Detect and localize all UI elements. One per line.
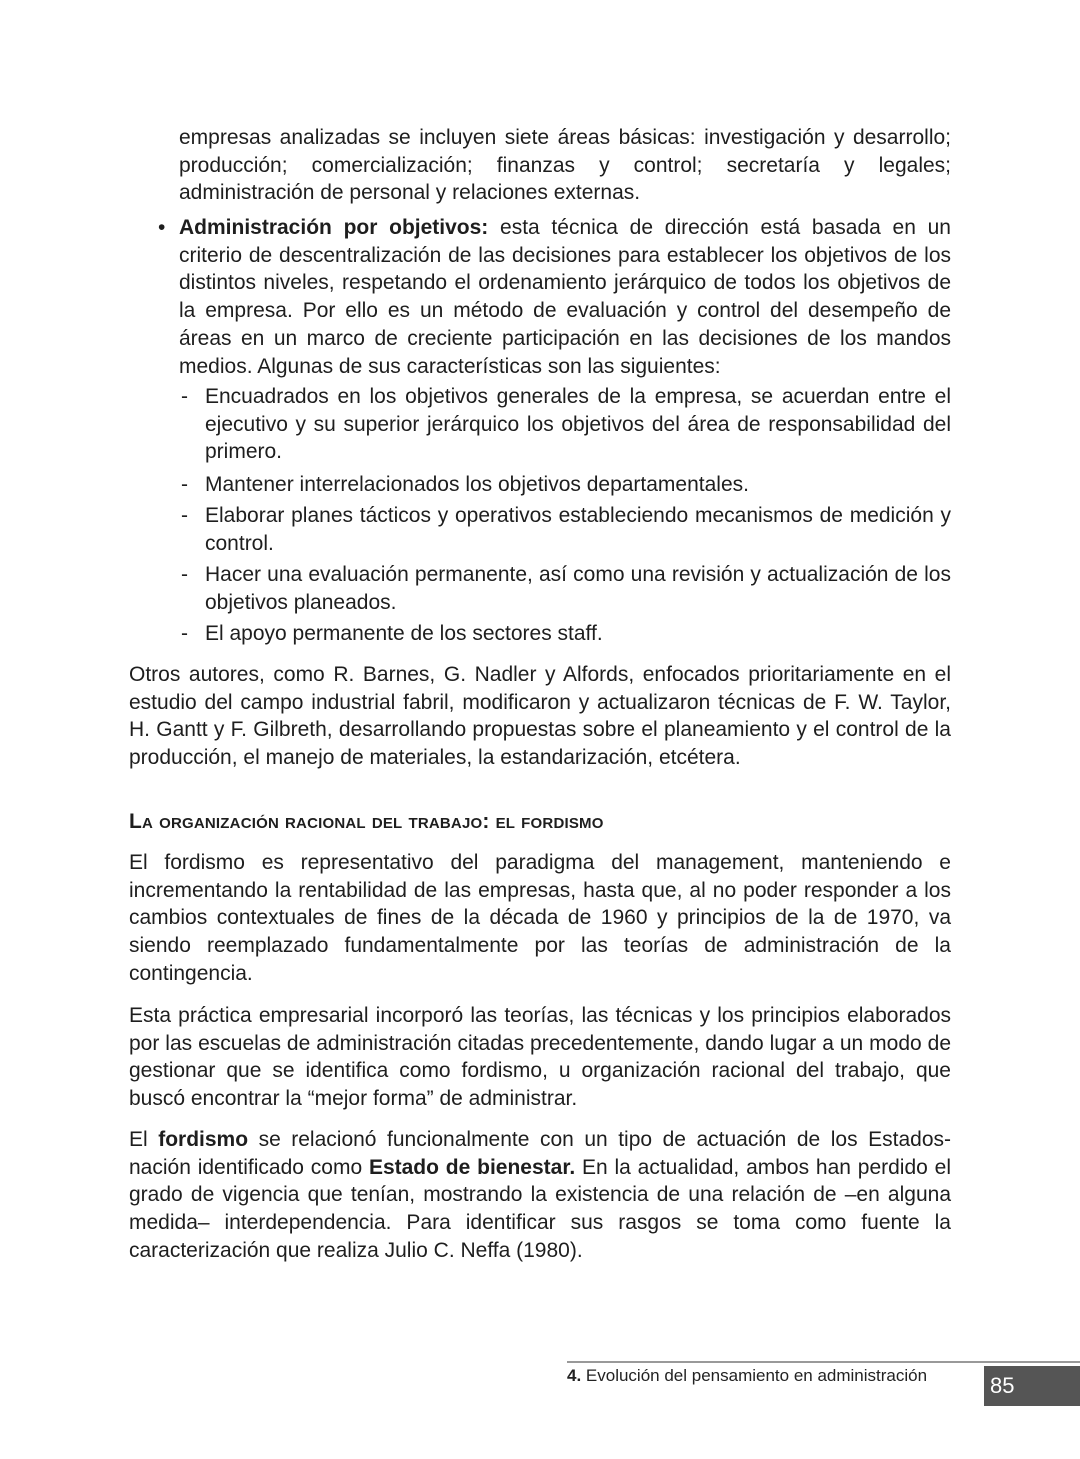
bullet-marker: • [158, 216, 166, 239]
text: En la actualidad, ambos han perdido el grado de vigencia que tenían, mostrando la existencia de una relación de –en alguna medida– interdependencia. Para identificar sus rasgos se toma como fuente la caracterización que realiza Julio C. Neffa (1980). [129, 1155, 951, 1262]
footer-divider [567, 1361, 1080, 1363]
chapter-title: Evolución del pensamiento en administración [581, 1366, 928, 1385]
dash-item: Elaborar planes tácticos y operativos estableciendo mecanismos de medición y control. [205, 504, 951, 555]
bullet-item-mbo [179, 214, 951, 380]
paragraph-fordismo-3 [129, 1126, 951, 1265]
paragraph-fordismo-2: Esta práctica empresarial incorporó las teorías, las técnicas y los principios elaborados por las escuelas de administración citadas precedentemente, dando lugar a un modo de gestionar que se identifica como fordismo, u organización racional del trabajo, que buscó encontrar la “mejor forma” de administrar. [129, 1004, 951, 1111]
bullet-term: Administración por objetivos: [179, 216, 489, 239]
dash-marker: - [181, 385, 188, 408]
footer-chapter [567, 1366, 927, 1386]
dash-marker: - [181, 473, 188, 496]
chapter-number: 4. [567, 1366, 582, 1385]
intro-continuation: empresas analizadas se incluyen siete áreas básicas: investigación y desarrollo; producción; comercialización; finanzas y control; secretaría y legales; administración de personal y relaciones externas. [179, 126, 951, 205]
text: se relacionó funcionalmente con un tipo de actuación de los Estados-nación identificado como [129, 1128, 951, 1179]
bold-term: fordismo [158, 1128, 249, 1151]
bullet-text: esta técnica de dirección está basada en un criterio de descentralización de las decisiones para establecer los objetivos de los distintos niveles, respetando el ordenamiento jerárquico de todos los objetivos de la empresa. Por ello es un método de evaluación y control del desempeño de áreas en un marco de creciente participación en las decisiones de los mandos medios. Algunas de sus características son las siguientes: [179, 216, 951, 378]
text: El [129, 1128, 159, 1151]
dash-marker: - [181, 622, 188, 645]
paragraph-fordismo-1: El fordismo es representativo del paradigma del management, manteniendo e incrementando la rentabilidad de las empresas, hasta que, al no poder responder a los cambios contextuales de fines de la década de 1960 y principios de la de 1970, va siendo reemplazado fundamentalmente por las teorías de administración de la contingencia. [129, 851, 951, 985]
section-heading: La organización racional del trabajo: el fordismo [129, 810, 604, 833]
page-number: 85 [984, 1366, 1080, 1406]
paragraph-otros-autores: Otros autores, como R. Barnes, G. Nadler y Alfords, enfocados prioritariamente en el estudio del campo industrial fabril, modificaron y actualizaron técnicas de F. W. Taylor, H. Gantt y F. Gilbreth, desarrollando propuestas sobre el planeamiento y el control de la producción, el manejo de materiales, la estandarización, etcétera. [129, 663, 951, 770]
dash-marker: - [181, 563, 188, 586]
dash-item: Hacer una evaluación permanente, así como una revisión y actualización de los objetivos planeados. [205, 563, 951, 614]
dash-item: Mantener interrelacionados los objetivos departamentales. [205, 473, 749, 496]
dash-item: Encuadrados en los objetivos generales de la empresa, se acuerdan entre el ejecutivo y su superior jerárquico los objetivos del área de responsabilidad del primero. [205, 385, 951, 464]
bold-term: Estado de bienestar. [368, 1155, 576, 1179]
dash-marker: - [181, 504, 188, 527]
dash-item: El apoyo permanente de los sectores staff. [205, 622, 603, 645]
